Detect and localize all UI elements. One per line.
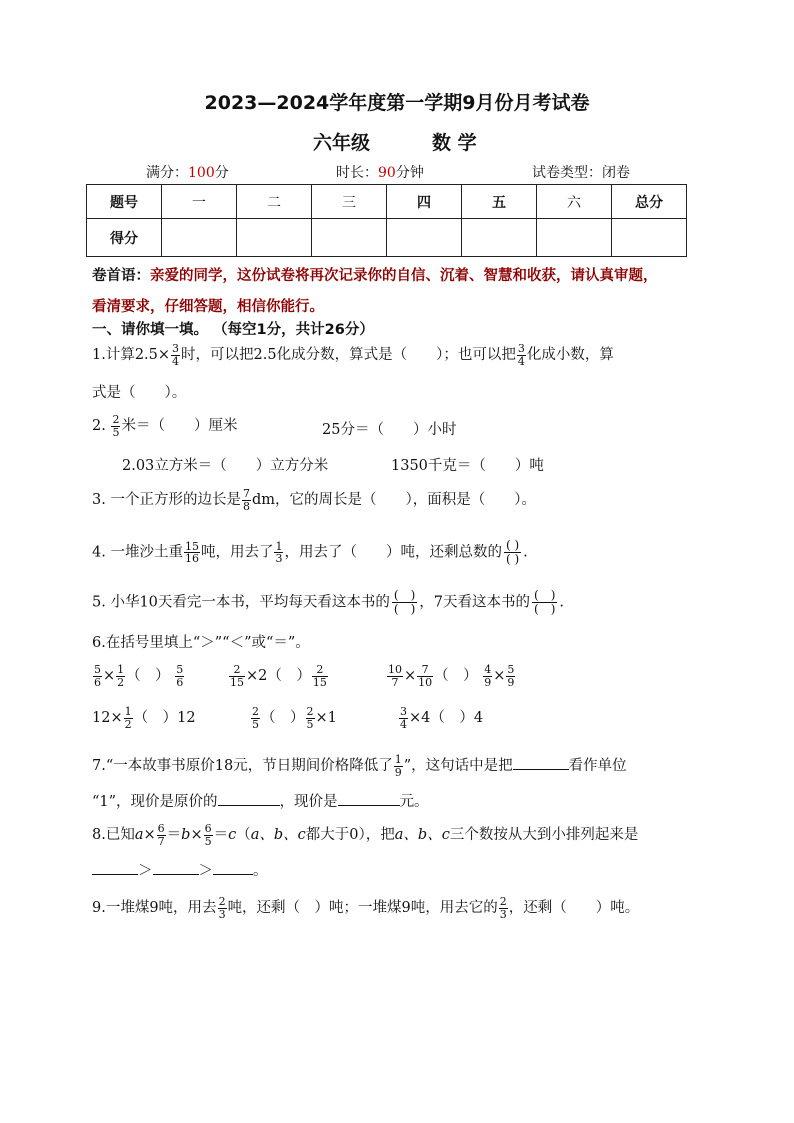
fraction [251,706,260,730]
q9-text-a: 9.一堆煤9吨，用去 [92,900,217,917]
q3-text-b: dm，它的周长是（ ），面积是（ ）。 [251,492,536,509]
operator: ＝ [166,827,182,844]
grade-label: 六年级 [313,132,371,154]
duration [336,162,424,182]
section-1-title: 一、请你填一填。 （每空1分，共计26分） [92,322,374,338]
fraction-numerator: ( ) [534,588,556,602]
q4-text-a: 4. 一堆沙土重 [92,544,183,561]
q7-text-e: ，现价是 [279,794,338,810]
q7-text-a: 7.“一本故事书原价18元，节日期间价格降低了 [92,758,393,775]
q8-text-f: 三个数按从大到小排列起来是 [449,827,639,844]
fraction-numerator: 2 [312,664,328,677]
q4-text-d: . [523,544,528,561]
fraction-numerator: 5 [507,663,515,676]
q6-row1-item3 [386,664,516,688]
variable-a: a [134,827,144,844]
fraction-numerator: 5 [94,663,101,676]
fraction-numerator: 2 [252,705,259,718]
q8-text-e: a、b、c [394,827,450,844]
fraction-denominator: 6 [176,675,184,689]
fraction [499,896,508,920]
score-table-cell: 四 [387,185,462,219]
greater-than-sign: ＞ [138,863,153,879]
fraction-denominator: 2 [117,675,125,689]
question-1-line-2: 式是（ ）。 [92,385,187,401]
fraction-numerator: ( ) [505,538,520,552]
exam-type: 试卷类型：闭卷 [532,165,630,181]
fraction-denominator: 3 [499,907,507,921]
score-table-score-row [87,219,687,257]
intro-label: 卷首语： [92,268,150,284]
operator: × [143,827,156,844]
q4-text-b: 吨，用去了 [200,544,274,561]
q1-text-b: 时，可以把2.5化成分数，算式是（ ）；也可以把 [181,347,516,364]
fraction [116,664,125,688]
q6-row2-item1 [92,706,196,730]
score-table-cell: 题号 [87,185,162,219]
fraction [157,823,166,847]
fraction-numerator: 4 [484,663,492,676]
fraction [111,414,120,438]
q5-text-b: ，7天看这本书的 [419,594,531,611]
q6-text: 12× [92,710,123,727]
intro-text-1: 亲爱的同学，这份试卷将再次记录你的自信、沉着、智慧和收获，请认真审题， [150,268,658,284]
duration-value: 90 [378,165,396,181]
fraction-numerator: 3 [517,342,525,355]
fraction-denominator: 2 [124,717,132,731]
fraction-denominator: 7 [157,834,165,848]
q8-text-a: 8.已知 [92,827,135,844]
operator: × [404,668,417,685]
compare-blank[interactable]: ×2（ ） [246,668,311,685]
duration-label: 时长： [336,165,378,181]
q7-text-c: 看作单位 [568,758,627,775]
blank-fraction[interactable] [392,589,417,616]
fraction-numerator: 1 [394,753,402,766]
fraction-denominator: 8 [242,499,250,513]
fraction-numerator: 10 [388,663,402,676]
fraction [218,896,227,920]
fraction [93,664,102,688]
fraction [175,664,184,688]
fraction-denominator: 16 [184,552,199,566]
fraction-denominator: 15 [230,675,244,689]
duration-unit: 分钟 [395,165,424,181]
q1-text-a: 1.计算2.5× [92,347,171,364]
fraction-denominator: 9 [394,765,402,779]
question-7-line-2 [92,793,429,810]
full-score [146,162,229,182]
exam-title: 2023—2024学年度第一学期9月份月考试卷 [204,92,590,114]
q1-text-c: 化成小数，算 [526,347,614,364]
intro-line-2: 看清要求，仔细答题，相信你能行。 [92,299,324,315]
fraction [229,664,245,688]
q3-text-a: 3. 一个正方形的边长是 [92,492,241,509]
fraction-numerator: 7 [417,664,433,677]
question-1 [92,343,614,367]
fraction [506,664,515,688]
fraction [387,664,403,688]
score-table-cell: 得分 [87,219,162,257]
question-8-line-2 [92,862,268,879]
fraction-denominator: 4 [172,354,180,368]
intro-line-1 [92,264,658,285]
question-2-part-d: 1350千克＝（ ）吨 [391,458,544,474]
compare-blank[interactable]: （ ） [261,710,305,727]
q8-text-end: 。 [253,863,268,879]
fraction-numerator: 6 [204,822,212,835]
score-input-cell[interactable] [612,219,687,257]
full-score-value: 100 [188,165,215,181]
fraction-numerator: 2 [112,413,120,426]
compare-blank[interactable]: （ ）12 [133,710,196,727]
fraction-numerator: 3 [172,342,180,355]
blank-fraction[interactable] [532,589,557,616]
q8-text-b: （ [236,827,251,844]
q7-text-d: “1”，现价是原价的 [92,794,218,810]
q9-text-c: ，还剩（ ）吨。 [508,900,640,917]
fraction-denominator: 15 [312,675,327,689]
score-table-cell: 总分 [612,185,687,219]
fraction-numerator: 7 [242,487,250,500]
fraction [171,343,180,367]
q2-text-b: 米＝（ ）厘米 [121,418,238,435]
question-2-part-b: 25分＝（ ）小时 [322,422,457,438]
q6-row2-item3 [398,706,483,730]
q8-text-c: a、b、c [250,827,306,844]
q5-text-c: . [559,594,564,611]
blank-fraction[interactable] [504,539,521,566]
question-8 [92,823,638,847]
fraction [184,541,200,565]
fraction [306,706,315,730]
full-score-unit: 分 [214,165,229,181]
fraction-denominator: 5 [204,834,212,848]
compare-blank[interactable]: （ ） [126,668,170,685]
fraction [517,343,526,367]
score-input-cell[interactable] [462,219,537,257]
score-input-cell[interactable] [537,219,612,257]
score-table-header-row [87,185,687,219]
fraction-denominator: 6 [94,675,101,689]
fraction [417,664,433,688]
score-input-cell[interactable] [387,219,462,257]
fraction [399,706,408,730]
question-6-title: 6.在括号里填上“＞”“＜”或“＝”。 [92,635,310,651]
fraction-numerator: 1 [117,663,125,676]
q6-row1-item2 [228,664,329,688]
fraction [394,754,403,778]
fraction-denominator: 10 [418,675,433,689]
fraction [483,664,492,688]
compare-blank[interactable]: （ ） [434,668,478,685]
full-score-label: 满分： [146,165,188,181]
fraction-numerator: 1 [124,705,132,718]
q6-text: ×1 [315,710,337,727]
q5-text-a: 5. 小华10天看完一本书，平均每天看这本书的 [92,594,390,611]
fraction-denominator: 4 [517,354,525,368]
variable-c: c [228,827,237,844]
fraction [312,664,328,688]
score-table [86,184,687,257]
greater-than-sign: ＞ [198,863,213,879]
fraction [242,488,251,512]
fraction [204,823,213,847]
answer-blank[interactable] [92,862,138,875]
fraction-denominator: 5 [252,717,259,731]
q2-text-a: 2. [92,418,111,435]
operator: × [190,827,203,844]
question-7 [92,754,627,778]
question-2 [92,414,237,438]
score-input-cell[interactable] [162,219,237,257]
question-4 [92,539,528,566]
operator: × [493,668,506,685]
fraction [124,706,133,730]
score-table-cell: 一 [162,185,237,219]
fraction-numerator: ( ) [393,588,416,602]
fraction-denominator: ( ) [393,602,416,617]
q7-text-f: 元。 [399,794,429,810]
q8-text-d: 都大于0），把 [305,827,395,844]
answer-blank[interactable] [153,862,199,875]
fraction-numerator: 2 [499,895,507,908]
answer-blank[interactable] [513,757,569,770]
fraction-numerator: 3 [400,705,407,718]
fraction-denominator: 5 [306,717,314,731]
score-table-cell: 二 [237,185,312,219]
score-input-cell[interactable] [312,219,387,257]
fraction-denominator: ( ) [505,552,520,567]
fraction-denominator: 9 [484,675,492,689]
fraction [274,541,283,565]
operator: ＝ [213,827,229,844]
q9-text-b: 吨，还剩（ ）吨；一堆煤9吨，用去它的 [227,900,498,917]
fraction-denominator: 3 [218,907,226,921]
fraction-numerator: 2 [229,664,245,677]
score-input-cell[interactable] [237,219,312,257]
fraction-numerator: 6 [157,822,165,835]
answer-blank[interactable] [218,793,280,806]
variable-b: b [181,827,191,844]
score-table-cell: 六 [537,185,612,219]
subject-label: 数 学 [432,132,477,154]
fraction-numerator: 2 [306,705,314,718]
score-table-cell: 三 [312,185,387,219]
compare-blank[interactable]: ×4（ ）4 [409,710,484,727]
fraction-denominator: ( ) [534,602,556,617]
fraction-numerator: 2 [218,895,226,908]
question-3 [92,488,536,512]
fraction-numerator: 1 [275,539,283,553]
fraction-denominator: 3 [275,552,283,566]
question-5 [92,589,564,616]
fraction-denominator: 7 [391,675,399,689]
fraction-numerator: 5 [176,663,184,676]
q4-text-c: ，用去了（ ）吨，还剩总数的 [284,544,502,561]
question-2-part-c: 2.03立方米＝（ ）立方分米 [122,458,329,474]
question-9 [92,896,639,920]
operator: × [103,668,116,685]
fraction-denominator: 4 [400,717,407,731]
answer-blank[interactable] [338,793,400,806]
fraction-numerator: 15 [184,539,199,553]
q6-row2-item2 [250,706,337,730]
answer-blank[interactable] [213,862,253,875]
fraction-denominator: 5 [112,425,120,439]
q7-text-b: ”，这句话中是把 [403,758,513,775]
score-table-cell: 五 [462,185,537,219]
fraction-denominator: 9 [507,675,515,689]
q6-row1-item1 [92,664,185,688]
